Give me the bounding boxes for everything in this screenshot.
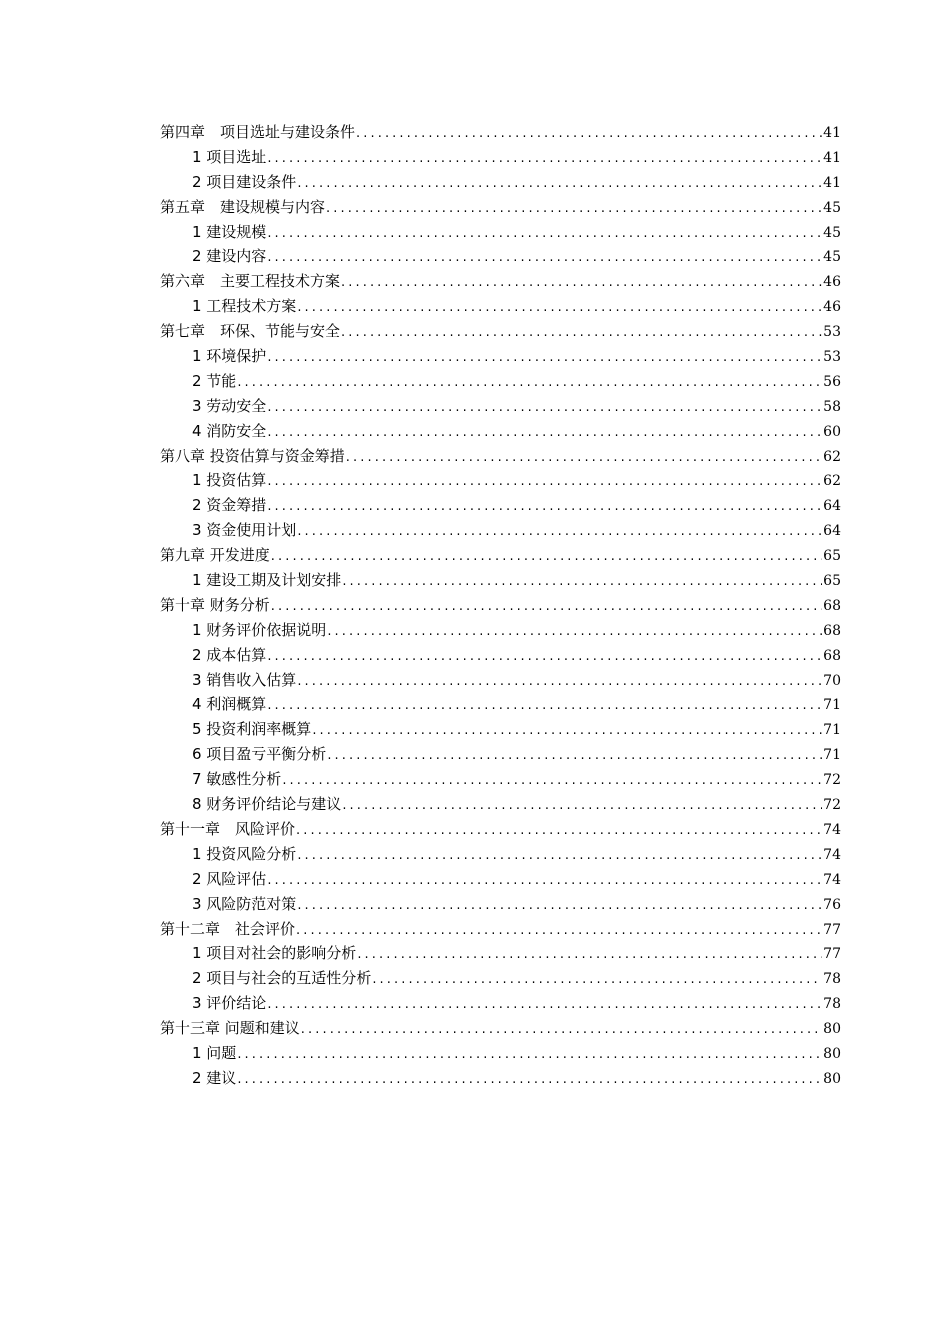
- toc-entry-title: 1 建设规模: [192, 222, 267, 241]
- toc-page-number: 45: [823, 199, 841, 216]
- toc-page-number: 53: [823, 324, 841, 341]
- toc-page-number: 60: [823, 423, 841, 440]
- toc-dot-leader: [267, 869, 822, 894]
- toc-entry-title: 1 问题: [192, 1043, 237, 1062]
- toc-section-entry[interactable]: [160, 618, 841, 643]
- toc-page-number: 56: [823, 373, 841, 390]
- toc-page-number: 46: [823, 299, 841, 316]
- toc-entry-title: 2 成本估算: [192, 645, 267, 664]
- toc-chapter-entry[interactable]: [160, 1016, 841, 1041]
- toc-chapter-entry[interactable]: [160, 817, 841, 842]
- toc-page-number: 78: [823, 996, 841, 1013]
- toc-dot-leader: [267, 147, 822, 172]
- toc-entry-title: 8 财务评价结论与建议: [192, 795, 342, 814]
- toc-section-entry[interactable]: [160, 941, 841, 966]
- toc-dot-leader: [297, 172, 822, 197]
- toc-dot-leader: [297, 894, 822, 919]
- toc-entry-title: 2 项目与社会的互适性分析: [192, 969, 372, 988]
- toc-entry-title: 3 风险防范对策: [192, 894, 297, 913]
- toc-chapter-entry[interactable]: [160, 120, 841, 145]
- toc-section-entry[interactable]: [160, 419, 841, 444]
- toc-dot-leader: [341, 321, 822, 346]
- toc-chapter-entry[interactable]: [160, 543, 841, 568]
- toc-entry-title: 1 投资风险分析: [192, 844, 297, 863]
- toc-page-number: 72: [823, 772, 841, 789]
- toc-page-number: 80: [823, 1045, 841, 1062]
- toc-dot-leader: [271, 545, 822, 570]
- toc-dot-leader: [296, 819, 822, 844]
- toc-page-number: 53: [823, 349, 841, 366]
- toc-dot-leader: [237, 1068, 822, 1093]
- toc-entry-title: 第五章 建设规模与内容: [160, 197, 326, 216]
- toc-section-entry[interactable]: [160, 244, 841, 269]
- toc-page-number: 41: [823, 174, 841, 191]
- toc-dot-leader: [282, 769, 822, 794]
- toc-dot-leader: [267, 694, 822, 719]
- toc-page-number: 72: [823, 797, 841, 814]
- toc-entry-title: 2 节能: [192, 371, 237, 390]
- toc-section-entry[interactable]: [160, 493, 841, 518]
- toc-dot-leader: [342, 794, 822, 819]
- toc-section-entry[interactable]: [160, 867, 841, 892]
- toc-entry-title: 1 环境保护: [192, 347, 267, 366]
- toc-entry-title: 第七章 环保、节能与安全: [160, 322, 341, 341]
- toc-entry-title: 1 投资估算: [192, 471, 267, 490]
- toc-section-entry[interactable]: [160, 468, 841, 493]
- toc-page-number: 65: [823, 573, 841, 590]
- toc-page-number: 58: [823, 398, 841, 415]
- toc-entry-title: 2 项目建设条件: [192, 172, 297, 191]
- toc-entry-title: 3 劳动安全: [192, 396, 267, 415]
- toc-entry-title: 5 投资利润率概算: [192, 720, 312, 739]
- toc-section-entry[interactable]: [160, 1066, 841, 1091]
- toc-page-number: 62: [823, 473, 841, 490]
- toc-section-entry[interactable]: [160, 892, 841, 917]
- toc-dot-leader: [312, 719, 822, 744]
- toc-chapter-entry[interactable]: [160, 444, 841, 469]
- toc-page-number: 76: [823, 896, 841, 913]
- toc-entry-title: 1 工程技术方案: [192, 297, 297, 316]
- toc-entry-title: 第十章 财务分析: [160, 595, 270, 614]
- toc-entry-title: 4 消防安全: [192, 421, 267, 440]
- toc-chapter-entry[interactable]: [160, 269, 841, 294]
- toc-page-number: 68: [823, 597, 841, 614]
- toc-section-entry[interactable]: [160, 966, 841, 991]
- toc-page-number: 64: [823, 523, 841, 540]
- toc-page-number: 71: [823, 747, 841, 764]
- toc-dot-leader: [327, 620, 822, 645]
- toc-dot-leader: [357, 943, 822, 968]
- toc-section-entry[interactable]: [160, 1041, 841, 1066]
- toc-dot-leader: [267, 246, 822, 271]
- toc-chapter-entry[interactable]: [160, 319, 841, 344]
- toc-section-entry[interactable]: [160, 842, 841, 867]
- toc-dot-leader: [237, 371, 822, 396]
- toc-page-number: 68: [823, 622, 841, 639]
- toc-section-entry[interactable]: [160, 170, 841, 195]
- toc-entry-title: 3 评价结论: [192, 994, 267, 1013]
- toc-page-number: 77: [823, 921, 841, 938]
- toc-page-number: 68: [823, 647, 841, 664]
- toc-section-entry[interactable]: [160, 792, 841, 817]
- toc-entry-title: 2 资金筹措: [192, 496, 267, 515]
- toc-dot-leader: [267, 470, 822, 495]
- toc-chapter-entry[interactable]: [160, 593, 841, 618]
- toc-dot-leader: [297, 296, 822, 321]
- toc-page-number: 77: [823, 946, 841, 963]
- toc-dot-leader: [372, 968, 822, 993]
- table-of-contents: [160, 120, 841, 1091]
- toc-page-number: 64: [823, 498, 841, 515]
- toc-page-number: 78: [823, 971, 841, 988]
- toc-entry-title: 1 财务评价依据说明: [192, 620, 327, 639]
- toc-entry-title: 第八章 投资估算与资金筹措: [160, 446, 345, 465]
- toc-section-entry[interactable]: [160, 991, 841, 1016]
- toc-chapter-entry[interactable]: [160, 195, 841, 220]
- toc-section-entry[interactable]: [160, 344, 841, 369]
- toc-entry-title: 第九章 开发进度: [160, 546, 270, 565]
- toc-entry-title: 第十二章 社会评价: [160, 919, 296, 938]
- toc-section-entry[interactable]: [160, 717, 841, 742]
- toc-dot-leader: [271, 595, 822, 620]
- toc-page-number: 41: [823, 125, 841, 141]
- toc-entry-title: 3 资金使用计划: [192, 521, 297, 540]
- toc-dot-leader: [297, 520, 822, 545]
- toc-dot-leader: [267, 645, 822, 670]
- toc-page-number: 74: [823, 871, 841, 888]
- toc-page-number: 74: [823, 821, 841, 838]
- toc-dot-leader: [267, 222, 822, 247]
- toc-dot-leader: [267, 993, 822, 1018]
- toc-dot-leader: [327, 744, 822, 769]
- toc-dot-leader: [346, 446, 822, 471]
- toc-page-number: 45: [823, 249, 841, 266]
- toc-section-entry[interactable]: [160, 568, 841, 593]
- toc-entry-title: 2 建议: [192, 1068, 237, 1087]
- toc-entry-title: 2 建设内容: [192, 247, 267, 266]
- toc-dot-leader: [297, 844, 822, 869]
- toc-entry-title: 1 项目对社会的影响分析: [192, 944, 357, 963]
- toc-page-number: 41: [823, 149, 841, 166]
- toc-page-number: 80: [823, 1070, 841, 1087]
- toc-section-entry[interactable]: [160, 220, 841, 245]
- toc-page-number: 71: [823, 697, 841, 714]
- toc-entry-title: 1 项目选址: [192, 147, 267, 166]
- toc-dot-leader: [296, 919, 822, 944]
- toc-dot-leader: [267, 495, 822, 520]
- toc-entry-title: 第十三章 问题和建议: [160, 1019, 300, 1038]
- toc-section-entry[interactable]: [160, 692, 841, 717]
- toc-page-number: 46: [823, 274, 841, 291]
- toc-section-entry[interactable]: [160, 369, 841, 394]
- toc-page-number: 71: [823, 722, 841, 739]
- toc-entry-title: 1 建设工期及计划安排: [192, 571, 342, 590]
- toc-section-entry[interactable]: [160, 145, 841, 170]
- toc-page-number: 70: [823, 672, 841, 689]
- toc-dot-leader: [326, 197, 822, 222]
- toc-entry-title: 2 风险评估: [192, 869, 267, 888]
- toc-dot-leader: [342, 570, 822, 595]
- toc-chapter-entry[interactable]: [160, 917, 841, 942]
- toc-section-entry[interactable]: [160, 668, 841, 693]
- toc-entry-title: 7 敏感性分析: [192, 770, 282, 789]
- toc-entry-title: 3 销售收入估算: [192, 670, 297, 689]
- toc-section-entry[interactable]: [160, 643, 841, 668]
- toc-dot-leader: [297, 670, 822, 695]
- toc-dot-leader: [237, 1043, 822, 1068]
- toc-entry-title: 第六章 主要工程技术方案: [160, 272, 341, 291]
- toc-section-entry[interactable]: [160, 294, 841, 319]
- toc-page-number: 45: [823, 224, 841, 241]
- toc-page-number: 74: [823, 846, 841, 863]
- toc-section-entry[interactable]: [160, 742, 841, 767]
- toc-dot-leader: [341, 271, 822, 296]
- toc-dot-leader: [301, 1018, 822, 1043]
- toc-entry-title: 第十一章 风险评价: [160, 819, 296, 838]
- toc-section-entry[interactable]: [160, 518, 841, 543]
- toc-page-number: 65: [823, 548, 841, 565]
- toc-page-number: 62: [823, 448, 841, 465]
- toc-section-entry[interactable]: [160, 394, 841, 419]
- toc-dot-leader: [267, 396, 822, 421]
- toc-entry-title: 6 项目盈亏平衡分析: [192, 745, 327, 764]
- toc-page-number: 80: [823, 1021, 841, 1038]
- toc-dot-leader: [267, 346, 822, 371]
- toc-entry-title: 第四章 项目选址与建设条件: [160, 123, 356, 141]
- toc-entry-title: 4 利润概算: [192, 695, 267, 714]
- toc-dot-leader: [267, 421, 822, 446]
- toc-dot-leader: [356, 122, 822, 147]
- toc-section-entry[interactable]: [160, 767, 841, 792]
